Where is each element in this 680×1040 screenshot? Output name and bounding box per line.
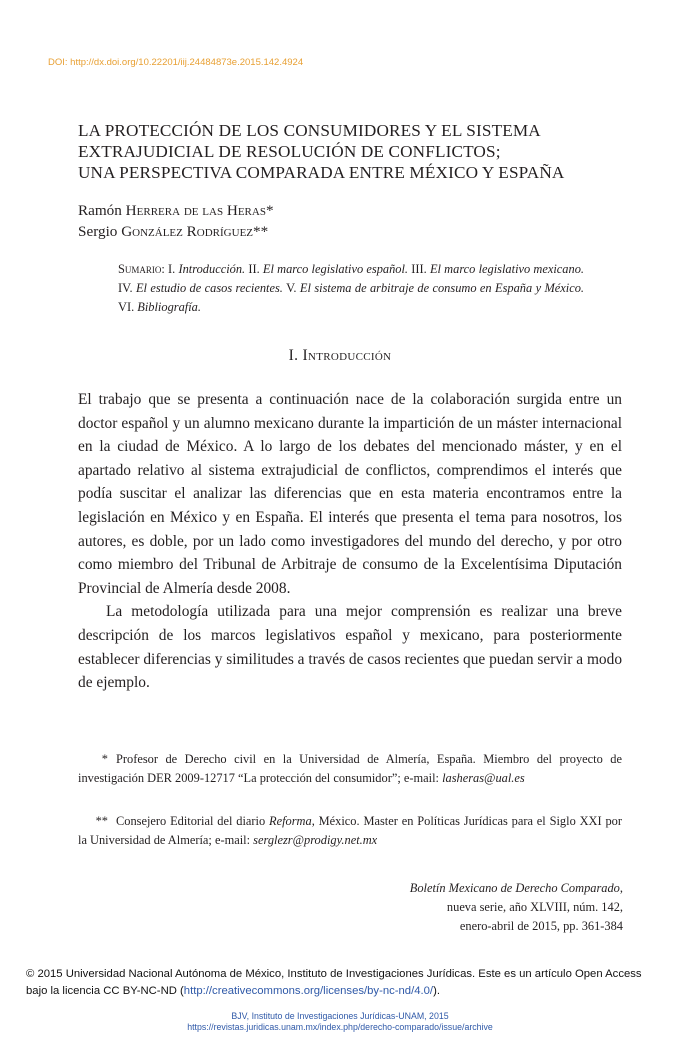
journal-line [410,879,623,898]
paragraph: El trabajo que se presenta a continuación nace de la colaboración surgida entre un doctor español y un alumno mexicano durante la impartición de un máster internacional en la ciudad de México. A lo largo de los debates del mencionado máster, y en el apartado relativo al sistema extrajudicial de conflictos, comprendimos el interés que podía suscitar el analizar las diferencias que en esta materia encontramos entre la legislación en México y en España. El interés que presenta el tema para nosotros, los autores, es doble, por un lado como investigadores del mundo del derecho, y por otro como miembro del Tribunal de Arbitraje de consumo de la Excelentísima Diputación Provincial de Almería desde 2008. [78,391,622,597]
summary-item: El estudio de casos recientes. [135,281,283,295]
footnote-mark: * [265,202,274,219]
author-last-name: González Rodríguez [121,223,254,240]
summary-num: V. [282,281,300,295]
author-first-name: Sergio [78,223,122,240]
author-first-name: Ramón [78,202,126,219]
footer-line: BJV, Instituto de Investigaciones Jurídicas-UNAM, 2015 [231,1011,449,1021]
author-2 [78,221,274,242]
footnote-text: Profesor de Derecho civil en la Universidad de Almería, España. Miembro del proyecto de investigación DER 2009-12717 “La protección del consumidor”; e-mail: [78,752,622,785]
footnote-email[interactable]: serglezr@prodigy.net.mx [253,832,378,847]
title-line: LA PROTECCIÓN DE LOS CONSUMIDORES Y EL SISTEMA [78,121,541,140]
title-line: EXTRAJUDICIAL DE RESOLUCIÓN DE CONFLICTOS; [78,142,501,161]
summary-label: Sumario: [118,262,169,276]
footnote-mark: ** [95,814,108,828]
section-heading [0,347,680,365]
summary-item: El marco legislativo español. [262,262,409,276]
title-line: UNA PERSPECTIVA COMPARADA ENTRE MÉXICO Y ESPAÑA [78,163,565,182]
summary-item: El sistema de arbitraje de consumo en España y México. [299,281,585,295]
repository-footer [0,1011,680,1033]
journal-punct: , [619,881,623,895]
author-last-name: Herrera de las Heras [125,202,266,219]
footnote-mark: ** [253,223,269,240]
journal-line: nueva serie, año XLVIII, núm. 142, [446,899,623,914]
newspaper-name: Reforma [269,814,312,828]
license-notice [26,966,658,1000]
summary-num: VI. [118,300,138,314]
license-text: © 2015 Universidad Nacional Autónoma de México, Instituto de Investigaciones Jurídicas. Este es un artículo Open Access bajo la licencia CC BY-NC-ND ( [26,968,642,997]
summary-item: El marco legislativo mexicano. [429,262,584,276]
doi-link[interactable]: DOI: http://dx.doi.org/10.22201/iij.24484873e.2015.142.4924 [48,57,304,68]
journal-citation [410,879,623,935]
section-title: Introducción [302,347,392,364]
summary-block [118,260,584,317]
section-number: I. [288,347,303,364]
summary-item: Introducción. [178,262,246,276]
license-link[interactable]: http://creativecommons.org/licenses/by-nc-nd/4.0/ [183,985,434,997]
footnote-email[interactable]: lasheras@ual.es [442,770,525,785]
footer-url[interactable]: https://revistas.juridicas.unam.mx/index.php/derecho-comparado/issue/archive [187,1022,493,1032]
footnote-1 [78,750,622,788]
summary-item: Bibliografía. [137,300,201,314]
footnote-text: , México. Master en Políticas Jurídicas para el Siglo XXI por la Universidad de Almería; e-mail: [78,814,622,847]
summary-num: IV. [118,281,136,295]
author-list [78,200,274,242]
footnote-text: Consejero Editorial del diario [116,814,270,828]
footnote-2 [78,812,622,850]
summary-num: III. [408,262,430,276]
body-text [78,388,622,695]
paragraph: La metodología utilizada para una mejor comprensión es realizar una breve descripción de los marcos legislativos español y mexicano, para posteriormente establecer diferencias y similitudes a través de casos recientes que puedan servir a modo de ejemplo. [78,603,623,692]
article-title [78,120,638,183]
license-suffix: ). [433,985,440,997]
summary-num: I. [168,262,179,276]
summary-num: II. [245,262,263,276]
footnote-mark: * [101,752,108,766]
journal-line: enero-abril de 2015, pp. 361-384 [459,918,623,933]
author-1 [78,200,274,221]
journal-name: Boletín Mexicano de Derecho Comparado [409,881,620,895]
